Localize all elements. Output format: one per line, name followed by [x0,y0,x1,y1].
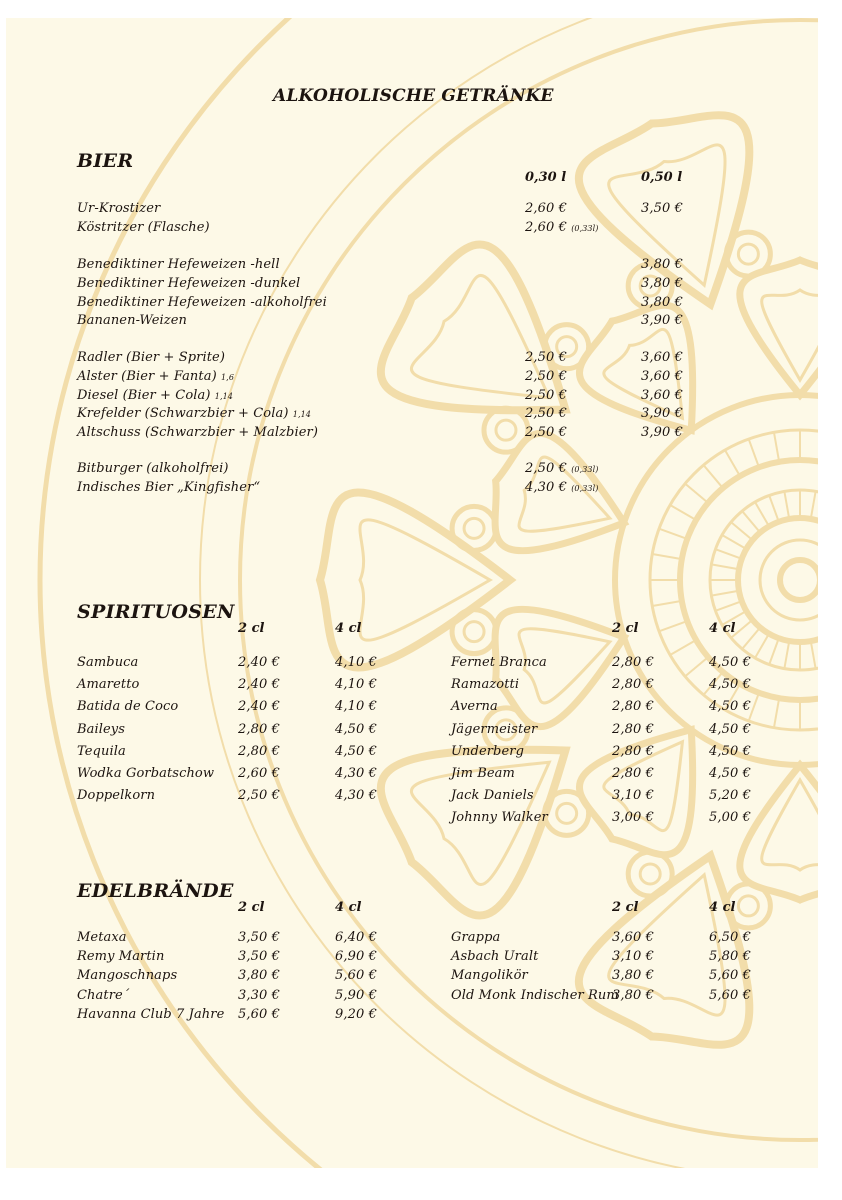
bier-item-additive-note: 1,14 [214,392,233,401]
edelbraende-right-item-name: Mangolikör [451,968,528,983]
spirituosen-left-item-name: Baileys [77,722,126,737]
bier-price-large: 3,60 € [641,388,683,403]
bier-price-small [525,480,599,495]
edelbraende-left-item-name: Remy Martin [77,949,165,964]
bier-price-small [525,461,599,476]
edelbraende-right-item-name: Old Monk Indischer Rum [451,988,619,1003]
spirituosen-left-item-name: Sambuca [77,655,139,670]
section-heading-spirituosen: SPIRITUOSEN [77,601,235,623]
spirituosen-left-price-4cl: 4,30 € [335,788,377,803]
spirituosen-right-price-2cl: 2,80 € [612,744,654,759]
edelbraende-left-price-4cl: 9,20 € [335,1007,377,1022]
spirituosen-right-item-name: Jägermeister [451,722,538,737]
section-heading-bier: BIER [77,150,134,172]
bier-item-name [77,313,187,328]
bier-price-volume-note: (0,33l) [571,484,599,493]
spirituosen-right-col-4cl: 4 cl [709,621,736,636]
bier-price-small [525,406,567,421]
edelbraende-left-item-name: Chatre´ [77,988,130,1003]
bier-price-large: 3,60 € [641,369,683,384]
spirituosen-right-item-name: Jim Beam [451,766,515,781]
spirituosen-left-col-4cl: 4 cl [335,621,362,636]
bier-price-large: 3,80 € [641,276,683,291]
spirituosen-right-item-name: Johnny Walker [451,810,548,825]
bier-column-header-large: 0,50 l [641,170,683,185]
bier-item-name-text: Bananen-Weizen [77,313,188,328]
bier-price-large: 3,80 € [641,257,683,272]
spirituosen-left-item-name: Wodka Gorbatschow [77,766,215,781]
bier-price-small-value: 2,50 € [525,425,567,440]
spirituosen-left-price-2cl: 2,80 € [238,744,280,759]
bier-price-large: 3,90 € [641,406,683,421]
spirituosen-right-price-2cl: 2,80 € [612,722,654,737]
bier-price-small-value: 2,50 € [525,388,567,403]
bier-item-name [77,425,318,440]
spirituosen-right-price-2cl: 2,80 € [612,677,654,692]
bier-item-name [77,480,260,495]
bier-price-volume-note: (0,33l) [571,224,599,233]
spirituosen-right-price-4cl: 4,50 € [709,766,751,781]
bier-price-large: 3,90 € [641,313,683,328]
spirituosen-left-col-2cl: 2 cl [238,621,265,636]
spirituosen-left-price-4cl: 4,50 € [335,722,377,737]
edelbraende-right-price-4cl: 5,80 € [709,949,751,964]
spirituosen-left-price-2cl: 2,40 € [238,655,280,670]
spirituosen-left-price-4cl: 4,10 € [335,699,377,714]
edelbraende-left-price-4cl: 5,90 € [335,988,377,1003]
edelbraende-left-price-4cl: 5,60 € [335,968,377,983]
bier-item-name [77,276,300,291]
spirituosen-left-item-name: Tequila [77,744,126,759]
spirituosen-left-price-2cl: 2,40 € [238,677,280,692]
bier-price-large: 3,50 € [641,201,683,216]
edelbraende-right-item-name: Grappa [451,930,501,945]
bier-price-small [525,369,567,384]
bier-item-name [77,369,234,384]
spirituosen-right-price-4cl: 4,50 € [709,677,751,692]
bier-item-name [77,257,280,272]
bier-price-large: 3,90 € [641,425,683,440]
spirituosen-left-price-2cl: 2,80 € [238,722,280,737]
edelbraende-left-price-2cl: 3,50 € [238,930,280,945]
bier-item-name [77,220,210,235]
spirituosen-left-price-4cl: 4,30 € [335,766,377,781]
edelbraende-left-price-2cl: 3,80 € [238,968,280,983]
edelbraende-left-price-2cl: 5,60 € [238,1007,280,1022]
bier-price-small [525,425,567,440]
edelbraende-right-price-4cl: 6,50 € [709,930,751,945]
spirituosen-left-item-name: Batida de Coco [77,699,179,714]
bier-price-volume-note: (0,33l) [571,465,599,474]
spirituosen-left-price-2cl: 2,60 € [238,766,280,781]
spirituosen-right-item-name: Ramazotti [451,677,520,692]
bier-item-name-text: Benediktiner Hefeweizen -alkoholfrei [77,295,327,310]
bier-item-name-text: Köstritzer (Flasche) [77,220,210,235]
spirituosen-right-price-2cl: 2,80 € [612,655,654,670]
bier-price-small-value: 2,60 € [525,201,567,216]
spirituosen-right-price-2cl: 3,00 € [612,810,654,825]
spirituosen-right-item-name: Averna [451,699,498,714]
bier-item-additive-note: 1,6 [220,373,235,382]
bier-item-name-text: Benediktiner Hefeweizen -dunkel [77,276,301,291]
page-title: ALKOHOLISCHE GETRÄNKE [273,86,554,106]
spirituosen-right-price-4cl: 5,20 € [709,788,751,803]
bier-item-additive-note: 1,14 [292,410,311,419]
bier-price-small-value: 2,50 € [525,406,567,421]
spirituosen-left-price-2cl: 2,50 € [238,788,280,803]
spirituosen-right-item-name: Underberg [451,744,525,759]
edelbraende-left-price-4cl: 6,40 € [335,930,377,945]
edelbraende-right-price-2cl: 3,80 € [612,988,654,1003]
bier-item-name-text: Altschuss (Schwarzbier + Malzbier) [77,425,318,440]
bier-item-name [77,388,233,403]
edelbraende-left-item-name: Havanna Club 7 Jahre [77,1007,225,1022]
section-heading-edelbraende: EDELBRÄNDE [77,880,234,902]
bier-price-large: 3,60 € [641,350,683,365]
edelbraende-right-price-2cl: 3,10 € [612,949,654,964]
bier-item-name [77,461,229,476]
spirituosen-right-item-name: Fernet Branca [451,655,547,670]
edelbraende-right-price-4cl: 5,60 € [709,988,751,1003]
bier-item-name [77,295,327,310]
edelbraende-right-price-2cl: 3,60 € [612,930,654,945]
bier-price-large: 3,80 € [641,295,683,310]
bier-price-small-value: 2,50 € [525,461,567,476]
bier-item-name-text: Indisches Bier „Kingfisher“ [77,480,261,495]
bier-price-small-value: 4,30 € [525,480,567,495]
edelbraende-left-item-name: Metaxa [77,930,127,945]
spirituosen-right-price-4cl: 4,50 € [709,744,751,759]
bier-price-small [525,350,567,365]
bier-item-name [77,406,311,421]
bier-price-small [525,388,567,403]
bier-item-name-text: Benediktiner Hefeweizen -hell [77,257,280,272]
bier-price-small [525,201,567,216]
bier-item-name-text: Ur-Krostizer [77,201,161,216]
bier-price-small-value: 2,50 € [525,350,567,365]
edelbraende-right-col-2cl: 2 cl [612,900,639,915]
spirituosen-right-price-2cl: 2,80 € [612,766,654,781]
spirituosen-right-col-2cl: 2 cl [612,621,639,636]
edelbraende-left-price-2cl: 3,50 € [238,949,280,964]
bier-item-name-text: Radler (Bier + Sprite) [77,350,225,365]
edelbraende-left-col-4cl: 4 cl [335,900,362,915]
spirituosen-right-price-2cl: 3,10 € [612,788,654,803]
spirituosen-right-price-4cl: 5,00 € [709,810,751,825]
bier-price-small-value: 2,60 € [525,220,567,235]
spirituosen-left-price-4cl: 4,10 € [335,655,377,670]
spirituosen-left-item-name: Amaretto [77,677,140,692]
spirituosen-left-item-name: Doppelkorn [77,788,156,803]
spirituosen-right-price-4cl: 4,50 € [709,699,751,714]
edelbraende-right-price-2cl: 3,80 € [612,968,654,983]
bier-price-small [525,220,599,235]
bier-item-name-text: Bitburger (alkoholfrei) [77,461,229,476]
spirituosen-right-item-name: Jack Daniels [451,788,534,803]
spirituosen-left-price-2cl: 2,40 € [238,699,280,714]
bier-price-small-value: 2,50 € [525,369,567,384]
spirituosen-right-price-4cl: 4,50 € [709,722,751,737]
bier-item-name-text: Alster (Bier + Fanta) [77,369,217,384]
bier-item-name-text: Krefelder (Schwarzbier + Cola) [77,406,289,421]
edelbraende-right-col-4cl: 4 cl [709,900,736,915]
bier-item-name [77,201,160,216]
spirituosen-left-price-4cl: 4,50 € [335,744,377,759]
edelbraende-right-item-name: Asbach Uralt [451,949,539,964]
spirituosen-right-price-4cl: 4,50 € [709,655,751,670]
spirituosen-right-price-2cl: 2,80 € [612,699,654,714]
edelbraende-left-col-2cl: 2 cl [238,900,265,915]
bier-item-name-text: Diesel (Bier + Cola) [77,388,211,403]
bier-column-header-small: 0,30 l [525,170,567,185]
spirituosen-left-price-4cl: 4,10 € [335,677,377,692]
edelbraende-left-item-name: Mangoschnaps [77,968,178,983]
edelbraende-right-price-4cl: 5,60 € [709,968,751,983]
edelbraende-left-price-4cl: 6,90 € [335,949,377,964]
bier-item-name [77,350,225,365]
edelbraende-left-price-2cl: 3,30 € [238,988,280,1003]
